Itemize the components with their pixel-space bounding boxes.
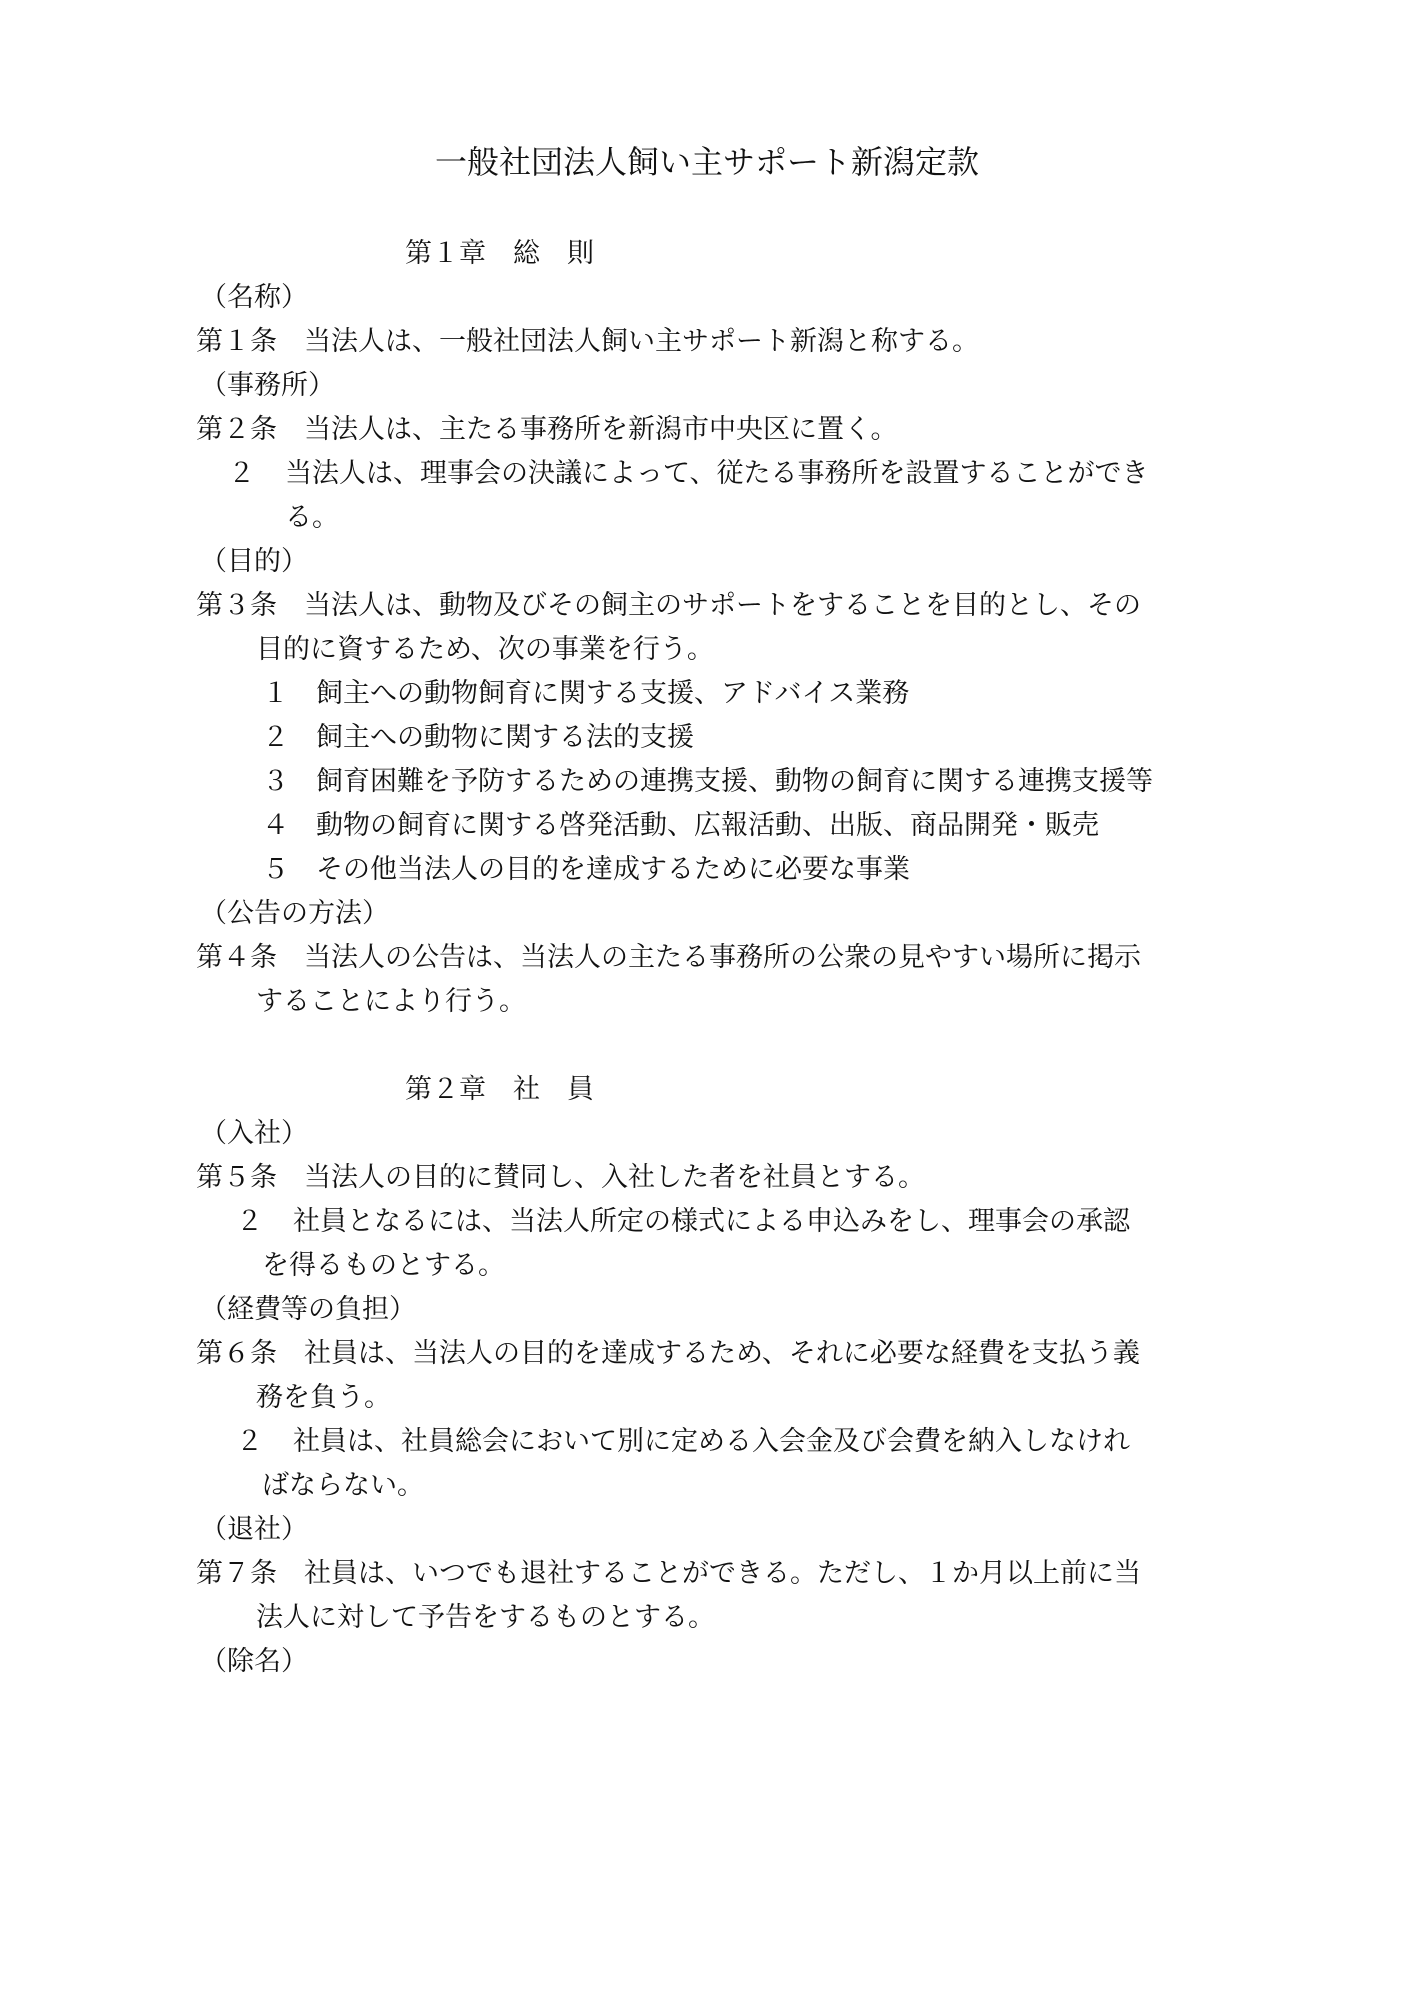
- article-2-p2-line2: る。: [285, 502, 339, 533]
- article-2: [196, 408, 1242, 452]
- article-3-item-3: [262, 760, 1153, 804]
- chapter-2-heading: [405, 1068, 594, 1112]
- article-3-item-4: [262, 804, 1099, 848]
- caption-admission: （入社）: [200, 1118, 308, 1149]
- article-4-line1: 当法人の公告は、当法人の主たる事務所の公衆の見やすい場所に掲示: [304, 942, 1141, 973]
- item-number: ５: [262, 854, 289, 885]
- item-text: 動物の飼育に関する啓発活動、広報活動、出版、商品開発・販売: [316, 810, 1099, 841]
- article-4: [196, 936, 1242, 980]
- caption-public-notice: （公告の方法）: [200, 898, 389, 929]
- article-3-line1: 当法人は、動物及びその飼主のサポートをすることを目的とし、その: [304, 590, 1141, 621]
- item-number: １: [262, 678, 289, 709]
- chapter-1-label: 第１章: [405, 238, 486, 269]
- paragraph-number: ２: [236, 1206, 263, 1237]
- article-4-number: 第４条: [196, 942, 277, 973]
- article-6-number: 第６条: [196, 1338, 277, 1369]
- caption-office: （事務所）: [200, 370, 335, 401]
- article-7-line1: 社員は、いつでも退社することができる。ただし、１か月以上前に当: [304, 1558, 1141, 1589]
- article-5-paragraph-2: [236, 1200, 1250, 1244]
- article-2-text: 当法人は、主たる事務所を新潟市中央区に置く。: [304, 414, 898, 445]
- paragraph-number: ２: [236, 1426, 263, 1457]
- article-3-item-2: [262, 716, 694, 760]
- article-5-p2-line1: 社員となるには、当法人所定の様式による申込みをし、理事会の承認: [293, 1206, 1130, 1237]
- caption-expense-burden: （経費等の負担）: [200, 1294, 416, 1325]
- caption-name: （名称）: [200, 282, 308, 313]
- caption-withdrawal: （退社）: [200, 1514, 308, 1545]
- article-3-item-1: [262, 672, 909, 716]
- article-1-number: 第１条: [196, 326, 277, 357]
- chapter-2-label: 第２章: [405, 1074, 486, 1105]
- article-6-p2-line2: ばならない。: [262, 1470, 424, 1501]
- article-5-number: 第５条: [196, 1162, 277, 1193]
- article-3-line2: 目的に資するため、次の事業を行う。: [256, 634, 714, 665]
- item-text: 飼主への動物飼育に関する支援、アドバイス業務: [316, 678, 910, 709]
- article-7: [196, 1552, 1242, 1596]
- article-6-p2-line1: 社員は、社員総会において別に定める入会金及び会費を納入しなけれ: [293, 1426, 1130, 1457]
- item-text: 飼主への動物に関する法的支援: [316, 722, 694, 753]
- chapter-1-name: 総 則: [513, 238, 594, 269]
- item-number: ２: [262, 722, 289, 753]
- article-2-paragraph-2: [228, 452, 1242, 496]
- caption-expulsion: （除名）: [200, 1646, 308, 1677]
- article-5-text: 当法人の目的に賛同し、入社した者を社員とする。: [304, 1162, 925, 1193]
- article-3: [196, 584, 1242, 628]
- document-title: 一般社団法人飼い主サポート新潟定款: [434, 143, 979, 181]
- caption-purpose: （目的）: [200, 546, 308, 577]
- item-text: 飼育困難を予防するための連携支援、動物の飼育に関する連携支援等: [316, 766, 1153, 797]
- item-number: ４: [262, 810, 289, 841]
- chapter-1-heading: [405, 232, 594, 276]
- item-text: その他当法人の目的を達成するために必要な事業: [316, 854, 910, 885]
- article-2-number: 第２条: [196, 414, 277, 445]
- paragraph-number: ２: [228, 458, 255, 489]
- article-7-number: 第７条: [196, 1558, 277, 1589]
- article-5: [196, 1156, 1242, 1200]
- article-1: [196, 320, 1242, 364]
- article-6-line2: 務を負う。: [256, 1382, 391, 1413]
- article-4-line2: することにより行う。: [256, 986, 526, 1017]
- article-3-number: 第３条: [196, 590, 277, 621]
- article-3-item-5: [262, 848, 910, 892]
- article-6-paragraph-2: [236, 1420, 1250, 1464]
- article-7-line2: 法人に対して予告をするものとする。: [256, 1602, 715, 1633]
- article-5-p2-line2: を得るものとする。: [262, 1250, 505, 1281]
- article-1-text: 当法人は、一般社団法人飼い主サポート新潟と称する。: [304, 326, 979, 357]
- item-number: ３: [262, 766, 289, 797]
- article-2-p2-line1: 当法人は、理事会の決議によって、従たる事務所を設置することができ: [285, 458, 1149, 489]
- article-6: [196, 1332, 1242, 1376]
- article-6-line1: 社員は、当法人の目的を達成するため、それに必要な経費を支払う義: [304, 1338, 1140, 1369]
- chapter-2-name: 社 員: [513, 1074, 594, 1105]
